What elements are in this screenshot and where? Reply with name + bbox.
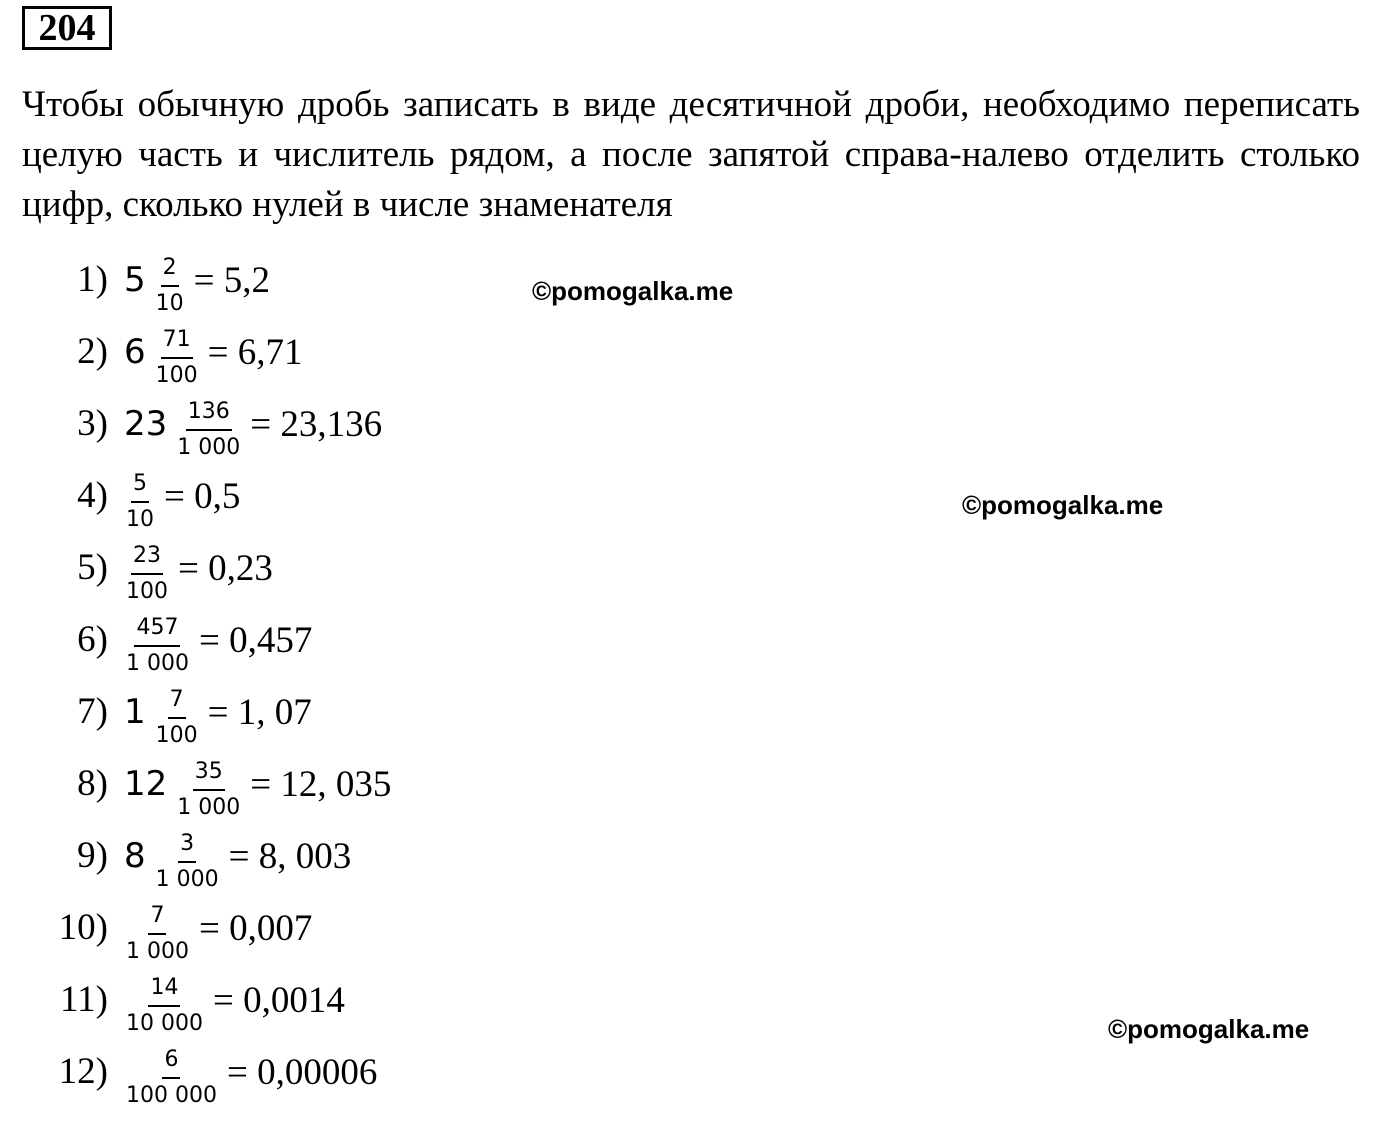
fraction bbox=[175, 399, 242, 461]
denominator: 1 000 bbox=[155, 867, 219, 892]
fraction-expression bbox=[124, 970, 345, 1042]
denominator: 1 000 bbox=[177, 435, 241, 460]
fraction-expression bbox=[124, 898, 312, 970]
solution-item bbox=[0, 682, 700, 754]
solution-item bbox=[0, 322, 700, 394]
numerator: 5 bbox=[131, 471, 149, 503]
whole-part: 23 bbox=[124, 404, 168, 444]
watermark: ©pomogalka.me bbox=[962, 490, 1164, 520]
denominator: 10 000 bbox=[126, 1011, 203, 1036]
item-number: 10) bbox=[58, 907, 108, 948]
fraction-expression bbox=[124, 322, 303, 394]
fraction bbox=[124, 471, 156, 533]
numerator: 14 bbox=[148, 975, 180, 1007]
fraction bbox=[124, 615, 191, 677]
denominator: 100 bbox=[155, 363, 198, 388]
numerator: 457 bbox=[134, 615, 180, 647]
fraction bbox=[154, 831, 221, 893]
item-number: 4) bbox=[77, 475, 108, 516]
whole-part: 5 bbox=[124, 260, 146, 300]
item-number: 6) bbox=[77, 619, 108, 660]
item-number: 2) bbox=[77, 331, 108, 372]
fraction bbox=[124, 903, 191, 965]
fraction bbox=[124, 1047, 219, 1109]
numerator: 23 bbox=[131, 543, 163, 575]
denominator: 1 000 bbox=[177, 795, 241, 820]
decimal-result: = 0,457 bbox=[198, 619, 313, 661]
fraction bbox=[124, 543, 170, 605]
decimal-result: = 0,00006 bbox=[226, 1051, 378, 1093]
fraction bbox=[154, 327, 200, 389]
decimal-result: = 12, 035 bbox=[250, 763, 392, 805]
denominator: 100 bbox=[126, 579, 168, 604]
numerator: 2 bbox=[161, 255, 179, 287]
solution-item bbox=[0, 466, 700, 538]
decimal-result: = 0,0014 bbox=[212, 979, 345, 1021]
fraction-expression bbox=[124, 826, 351, 898]
whole-part: 8 bbox=[124, 836, 146, 876]
explanation-text: Чтобы обычную дробь записать в виде десятичной дроби, необходимо переписать целую часть и числитель рядом, а после запятой справа-налево отделить столько цифр, сколько нулей в числе знаменателя bbox=[22, 84, 1360, 225]
numerator: 136 bbox=[186, 399, 232, 431]
decimal-result: = 23,136 bbox=[250, 403, 383, 445]
fraction bbox=[175, 759, 242, 821]
numerator: 71 bbox=[161, 327, 193, 359]
whole-part: 6 bbox=[124, 332, 146, 372]
numerator: 35 bbox=[193, 759, 225, 791]
solution-item bbox=[0, 754, 700, 826]
fraction bbox=[154, 255, 186, 317]
solution-item bbox=[0, 1042, 700, 1114]
problem-number: 204 bbox=[22, 6, 112, 50]
denominator: 10 bbox=[126, 507, 154, 532]
denominator: 1 000 bbox=[126, 651, 189, 676]
fraction-expression bbox=[124, 394, 382, 466]
whole-part: 12 bbox=[124, 764, 168, 804]
solution-item bbox=[0, 898, 700, 970]
fraction-expression bbox=[124, 610, 312, 682]
numerator: 7 bbox=[168, 687, 186, 719]
item-number: 12) bbox=[58, 1051, 108, 1092]
decimal-result: = 0,5 bbox=[164, 475, 241, 517]
fraction-expression bbox=[124, 250, 270, 322]
numerator: 3 bbox=[178, 831, 196, 863]
decimal-result: = 5,2 bbox=[193, 259, 271, 301]
fraction-expression bbox=[124, 466, 240, 538]
watermark: ©pomogalka.me bbox=[1108, 1014, 1310, 1044]
solution-item bbox=[0, 970, 700, 1042]
numerator: 6 bbox=[162, 1047, 180, 1079]
item-number: 1) bbox=[77, 259, 108, 300]
item-number: 11) bbox=[60, 979, 108, 1020]
decimal-result: = 0,007 bbox=[198, 907, 313, 949]
decimal-result: = 8, 003 bbox=[228, 835, 352, 877]
item-number: 9) bbox=[77, 835, 108, 876]
solution-item bbox=[0, 826, 700, 898]
fraction bbox=[124, 975, 205, 1037]
denominator: 100 000 bbox=[126, 1083, 217, 1108]
item-number: 8) bbox=[77, 763, 108, 804]
solution-item bbox=[0, 538, 700, 610]
decimal-result: = 6,71 bbox=[207, 331, 303, 373]
numerator: 7 bbox=[148, 903, 166, 935]
decimal-result: = 1, 07 bbox=[207, 691, 312, 733]
item-number: 5) bbox=[77, 547, 108, 588]
fraction-expression bbox=[124, 682, 312, 754]
fraction bbox=[154, 687, 200, 749]
fraction-expression bbox=[124, 1042, 377, 1114]
whole-part: 1 bbox=[124, 692, 146, 732]
decimal-result: = 0,23 bbox=[178, 547, 273, 589]
denominator: 10 bbox=[155, 291, 184, 316]
solution-item bbox=[0, 610, 700, 682]
denominator: 1 000 bbox=[126, 939, 189, 964]
watermark: ©pomogalka.me bbox=[532, 276, 734, 306]
fraction-expression bbox=[124, 754, 391, 826]
solution-item bbox=[0, 394, 700, 466]
denominator: 100 bbox=[155, 723, 198, 748]
item-number: 7) bbox=[77, 691, 108, 732]
fraction-expression bbox=[124, 538, 273, 610]
item-number: 3) bbox=[77, 403, 108, 444]
